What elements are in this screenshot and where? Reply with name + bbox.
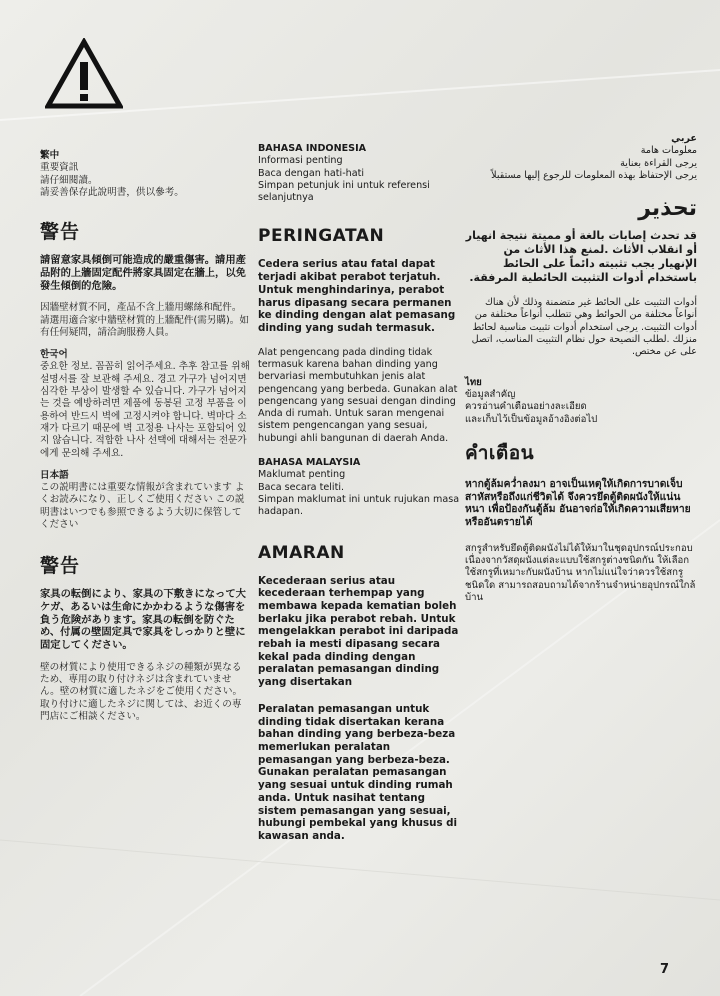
ar-header: عربي: [671, 133, 697, 144]
ja-header: 日本語: [40, 469, 69, 481]
ar-intro-line-3: يرجى الإحتفاظ بهذه المعلومات للرجوع إليها مستقبلاً: [491, 169, 697, 181]
th-intro-line-1: ข้อมูลสำคัญ: [465, 388, 516, 400]
th-warning-bold: หากตู้ล้มคว่ำลงมา อาจเป็นเหตุให้เกิดการบาดเจ็บสาหัสหรือถึงแก่ชีวิตได้ จึงควรยึดตู้ติดผนังให้แน่นหนา เพื่อป้องกันตู้ล้ม อันอาจก่อให้เกิดความเสียหายหรืออันตรายได้: [465, 477, 691, 528]
ar-intro-line-2: يرجى القراءة بعناية: [620, 157, 697, 169]
th-warning-body: สกรูสำหรับยึดตู้ติดผนังไม่ได้ให้มาในชุดอุปกรณ์ประกอบ เนื่องจากวัสดุผนังแต่ละแบบใช้สกรูต่างชนิดกัน ให้เลือกใช้สกรูที่เหมาะกับผนังบ้าน หากไม่แน่ใจว่าควรใช้สกรูชนิดใด สามารถสอบถามได้จากร้านจำหน่ายอุปกรณ์ใกล้บ้าน: [465, 542, 696, 603]
th-warning-title: คำเตือน: [465, 441, 535, 464]
ms-warning-title: AMARAN: [258, 542, 345, 563]
ar-warning-title: تحذير: [638, 196, 697, 222]
zh-warning-body: 因牆壁材質不同，產品不含上牆用螺絲和配件。請選用適合家中牆壁材質的上牆配件(需另購)。如有任何疑問，請洽詢服務人員。: [40, 302, 249, 338]
zh-header-line-3: 請仔細閱讀。: [40, 174, 98, 186]
arabic-section: [465, 133, 697, 359]
ko-body: 중요한 정보. 꼼꼼히 읽어주세요. 추후 참고를 위해 설명서를 잘 보관해 주세요. 경고 가구가 넘어지면 심각한 부상이 발생할 수 있습니다. 가구가 넘어지는 것을 예방하려면 제품에 동봉된 고정 부품을 이용하여 반드시 벽에 고정시켜야 합니다. 벽마다 소재가 다르기 때문에 벽 고정용 나사는 포함되어 있지 않습니다. 적합한 나사 선택에 대해서는 전문가에게 문의해 주세요.: [40, 361, 250, 459]
thai-section: [465, 377, 697, 604]
ja-warning-bold: 家具の転倒により、家具の下敷きになって大ケガ、あるいは生命にかかわるような傷害を負う危険があります。家具の転倒を防ぐため、付属の壁固定具で家具をしっかりと壁に固定してください。: [40, 588, 246, 652]
column-arabic-thai: [465, 133, 697, 604]
id-warning-title: PERINGATAN: [258, 226, 385, 247]
ms-warning-bold-2: Peralatan pemasangan untuk dinding tidak disertakan kerana bahan dinding yang berbeza-beza memerlukan peralatan pemasangan yang berbeza-beza. Gunakan peralatan pemasangan yang sesuai untuk dinding rumah anda. Untuk nasihat tentang sistem pemasangan yang sesuai, hubungi pembekal yang khusus di kawasan anda.: [258, 702, 458, 842]
ja-warning-title: 警告: [40, 555, 81, 578]
id-warning-bold: Cedera serius atau fatal dapat terjadi akibat perabot terjatuh. Untuk menghindarinya, perabot harus dipasang secara permanen ke dinding dengan alat pemasang dinding yang sudah termasuk.: [258, 258, 456, 334]
warning-triangle-icon: [45, 38, 123, 110]
ja-warning-body: 壁の材質により使用できるネジの種類が異なるため、専用の取り付けネジは含まれていません。壁の材質に適したネジをご使用ください。取り付けに適したネジに関しては、お近くの専門店にご相談ください。: [40, 661, 243, 723]
id-header: BAHASA INDONESIA: [258, 143, 367, 154]
ms-intro-line-2: Baca secara teliti.: [258, 481, 345, 493]
column-cjk: [40, 150, 250, 723]
zh-warning-title: 警告: [40, 221, 81, 244]
id-intro-line-3: Simpan petunjuk ini untuk referensi selanjutnya: [258, 179, 430, 204]
ar-intro-line-1: معلومات هامة: [640, 145, 697, 157]
id-warning-body: Alat pengencang pada dinding tidak termasuk karena bahan dinding yang bervariasi membutuhkan jenis alat pengencang yang berbeda. Gunakan alat pengencang yang sesuai dengan dinding Anda di rumah. Untuk saran mengenai sistem pengencangan yang sesuai, hubungi ahli bangunan di daerah Anda.: [258, 346, 458, 444]
zh-warning-bold: 請留意家具傾倒可能造成的嚴重傷害。請用產品附的上牆固定配件將家具固定在牆上，以免發生傾倒的危險。: [40, 254, 246, 292]
zh-header-line-1: 繁中: [40, 150, 60, 161]
th-intro-line-2: ควรอ่านคำเตือนอย่างละเอียด: [465, 401, 587, 413]
ar-warning-body: أدوات التثبيت على الحائط غير متضمنة وذلك لأن هناك أنواعاً مختلفة من الحوائط وهي تتطلب أنواعاً مختلفة من أدوات التثبيت. يرجى استخدام أدوات تثبيت مناسبة لحائط منزلك .لطلب النصيحة حول نظام التثبيت المناسب، اتصل على عن مختص.: [471, 297, 697, 358]
id-intro-line-1: Informasi penting: [258, 155, 343, 167]
th-header: ไทย: [465, 376, 482, 388]
ms-header: BAHASA MALAYSIA: [258, 457, 361, 469]
zh-header-line-2: 重要資訊: [40, 162, 79, 174]
ms-intro-line-1: Maklumat penting: [258, 469, 346, 481]
ja-intro: この説明書には重要な情報が含まれています よくお読みになり、正しくご使用ください この説明書はいつでも参照できるよう大切に保管してください: [40, 482, 245, 531]
ms-intro-line-3: Simpan maklumat ini untuk rujukan masa hadapan.: [258, 493, 460, 518]
th-intro-line-3: และเก็บไว้เป็นข้อมูลอ้างอิงต่อไป: [465, 413, 598, 425]
id-intro-line-2: Baca dengan hati-hati: [258, 167, 365, 179]
page-number: 7: [660, 962, 670, 977]
column-malay-indonesian: [258, 143, 463, 843]
ko-header: 한국어: [40, 349, 68, 361]
ar-warning-bold: قد تحدث إصابات بالغة أو مميتة نتيجة انهيار أو انقلاب الأثاث .لمنع هذا الأثاث من الإنهيار يجب تثبيته دائماً على الحائط باستخدام أدوات التثبيت الحائطية المرفقة.: [465, 229, 697, 285]
zh-header-line-4: 請妥善保存此說明書，供以參考。: [40, 186, 184, 198]
ms-warning-bold-1: Kecederaan serius atau kecederaan terhempap yang membawa kepada kematian boleh berlaku jika perabot rebah. Untuk mengelakkan perabot ini daripada rebah ia mesti dipasang secara kekal pada dinding dengan peralatan pemasangan dinding yang disertakan: [258, 574, 459, 689]
